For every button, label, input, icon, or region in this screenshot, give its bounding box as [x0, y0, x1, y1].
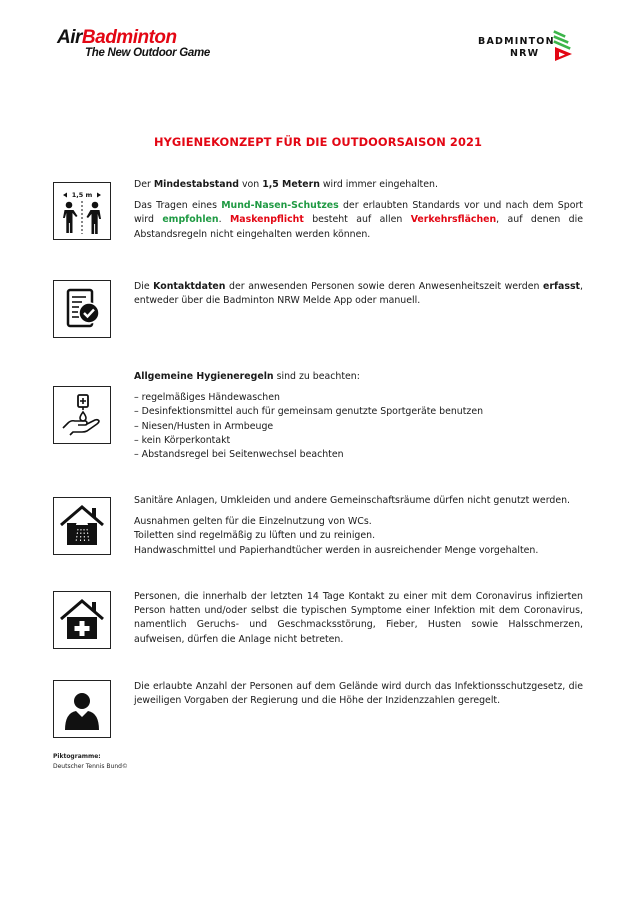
person-icon	[53, 680, 111, 738]
list-item: – regelmäßiges Händewaschen	[134, 391, 583, 405]
list-item: – kein Körperkontakt	[134, 434, 583, 448]
infection-text: Personen, die innerhalb der letzten 14 Tage Kontakt zu einer mit dem Coronavirus infizierten Person hatten und/oder selbst die typischen Symptome einer Infektion mit dem Coronavirus, namentlich Geruchs- und Geschmacksstörung, Fieber, Husten sowie Halsschmerzen, aufweisen, dürfen die Anlage nicht betreten.	[134, 591, 583, 645]
badminton-nrw-logo	[478, 30, 588, 62]
logo-tagline: The New Outdoor Game	[85, 47, 210, 59]
list-item: – Abstandsregel bei Seitenwechsel beachten	[134, 448, 583, 462]
list-item: – Niesen/Husten in Armbeuge	[134, 420, 583, 434]
airbadminton-logo	[57, 28, 210, 59]
house-shower-icon	[53, 497, 111, 555]
hygiene-heading: Allgemeine Hygieneregeln sind zu beachten:	[134, 371, 360, 382]
mask-rule: Das Tragen eines Mund-Nasen-Schutzes der erlaubten Standards vor und nach dem Sport wird empfohlen. Maskenpflicht besteht auf allen Verkehrsflächen, auf denen die Abstandsregeln nicht eingehalten werden können.	[134, 200, 583, 240]
hygiene-rule-list	[134, 391, 583, 462]
logo-nrw-line1: BADMINTON	[478, 36, 555, 47]
nrw-shuttle-mark-icon	[552, 30, 578, 62]
distance-label: 1,5 m	[71, 191, 93, 199]
page-title: HYGIENEKONZEPT FÜR DIE OUTDOORSAISON 2021	[153, 135, 483, 149]
contact-data-text: Die Kontaktdaten der anwesenden Personen sowie deren Anwesenheitszeit werden erfasst, entweder über die Badminton NRW Melde App oder manuell.	[134, 281, 583, 307]
hygiene-rules-text	[134, 370, 583, 462]
sanitary-line: Ausnahmen gelten für die Einzelnutzung von WCs.	[134, 516, 372, 528]
sanitary-text: Sanitäre Anlagen, Umkleiden und andere Gemeinschaftsräume dürfen nicht genutzt werden. Ausnahmen gelten für die Einzelnutzung von WCs. Toiletten sind regelmäßig zu lüften und zu reinigen. Handwaschmittel und Papierhandtücher werden in ausreichender Menge vorgehalten.	[134, 494, 583, 558]
credit-text: Deutscher Tennis Bund©	[53, 763, 128, 770]
logo-brand-text: Badminton	[81, 27, 177, 48]
list-item: – Desinfektionsmittel auch für gemeinsam genutzte Sportgeräte benutzen	[134, 405, 583, 419]
house-medical-cross-icon	[53, 591, 111, 649]
distance-text	[134, 178, 583, 242]
logo-air-text: Air	[57, 27, 82, 48]
credit-heading: Piktogramme:	[53, 753, 101, 760]
distance-rule: Der Mindestabstand von 1,5 Metern wird immer eingehalten.	[134, 179, 438, 190]
distance-icon	[53, 182, 111, 240]
sanitary-line: Handwaschmittel und Papierhandtücher werden in ausreichender Menge vorgehalten.	[134, 544, 539, 556]
logo-nrw-line2: NRW	[510, 48, 540, 59]
contact-form-check-icon	[53, 280, 111, 338]
hand-sanitizer-icon	[53, 386, 111, 444]
pictogram-credit	[53, 752, 128, 772]
sanitary-line: Toiletten sind regelmäßig zu lüften und zu reinigen.	[134, 530, 376, 542]
persons-text: Die erlaubte Anzahl der Personen auf dem Gelände wird durch das Infektionsschutzgesetz, die jeweiligen Vorgaben der Regierung und die Höhe der Inzidenzzahlen geregelt.	[134, 681, 583, 707]
